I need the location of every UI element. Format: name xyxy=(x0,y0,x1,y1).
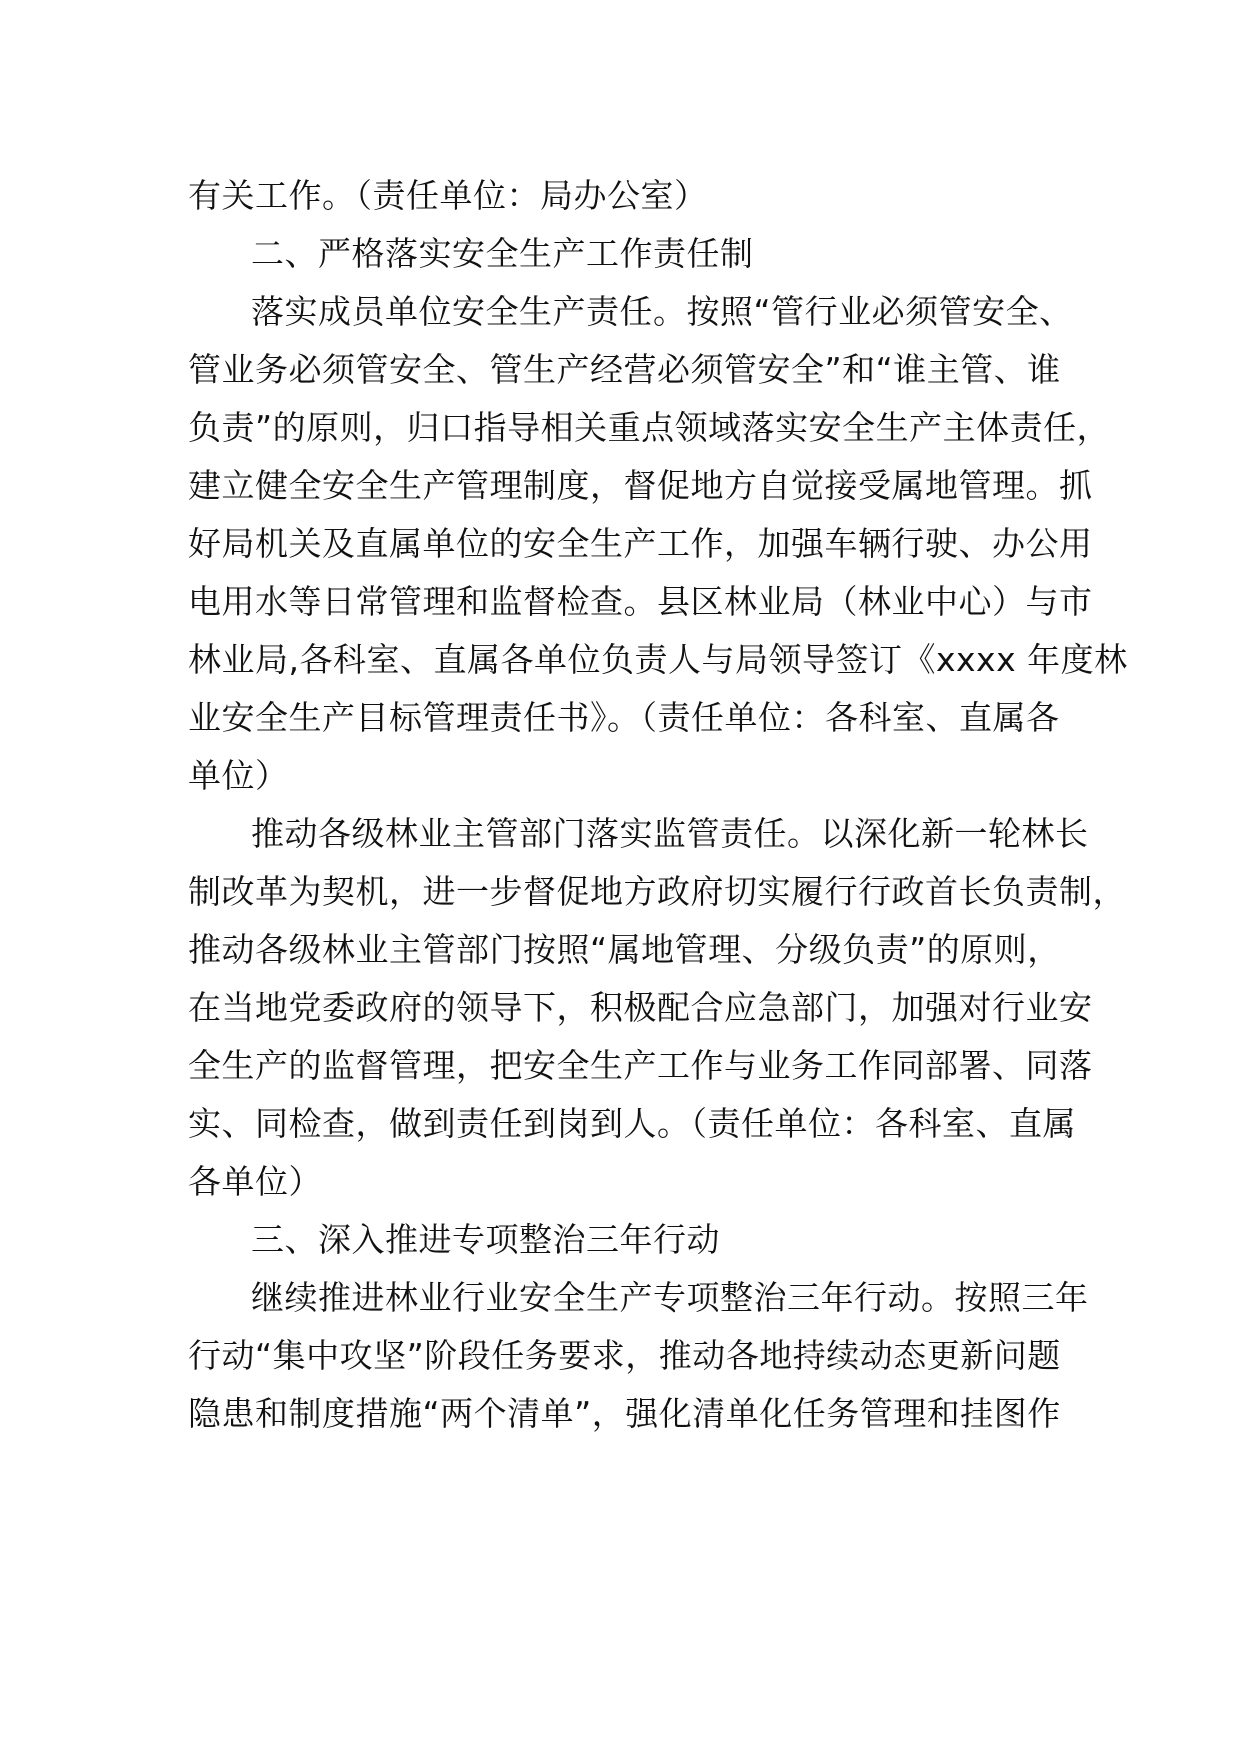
text-line: 负责”的原则，归口指导相关重点领域落实安全生产主体责任， xyxy=(188,408,1111,447)
text-line: 推动各级林业主管部门按照“属地管理、分级负责”的原则， xyxy=(188,930,1061,969)
text-line: 单位） xyxy=(188,756,289,795)
text-line: 有关工作。（责任单位：局办公室） xyxy=(188,176,708,215)
text-line: 全生产的监督管理，把安全生产工作与业务工作同部署、同落 xyxy=(188,1046,1093,1085)
text-line: 制改革为契机，进一步督促地方政府切实履行行政首长负责制， xyxy=(188,872,1126,911)
text-line: 业安全生产目标管理责任书》。（责任单位：各科室、直属各 xyxy=(188,698,1060,737)
text-line: 行动“集中攻坚”阶段任务要求，推动各地持续动态更新问题 xyxy=(188,1336,1061,1375)
text-line: 林业局,各科室、直属各单位负责人与局领导签订《xxxx 年度林 xyxy=(188,640,1128,679)
text-line: 实、同检查，做到责任到岗到人。（责任单位：各科室、直属 xyxy=(188,1104,1076,1143)
section-heading-2: 二、严格落实安全生产工作责任制 xyxy=(251,234,754,273)
text-line: 电用水等日常管理和监督检查。县区林业局（林业中心）与市 xyxy=(188,582,1093,621)
text-line: 建立健全安全生产管理制度，督促地方自觉接受属地管理。抓 xyxy=(188,466,1093,505)
text-line: 推动各级林业主管部门落实监管责任。以深化新一轮林长 xyxy=(251,814,1089,853)
text-line: 落实成员单位安全生产责任。按照“管行业必须管安全、 xyxy=(251,292,1073,331)
text-line: 管业务必须管安全、管生产经营必须管安全”和“谁主管、谁 xyxy=(188,350,1061,389)
text-line: 好局机关及直属单位的安全生产工作，加强车辆行驶、办公用 xyxy=(188,524,1093,563)
text-line: 继续推进林业行业安全生产专项整治三年行动。按照三年 xyxy=(251,1278,1089,1317)
section-heading-3: 三、深入推进专项整治三年行动 xyxy=(251,1220,720,1259)
text-line: 隐患和制度措施“两个清单”，强化清单化任务管理和挂图作 xyxy=(188,1394,1061,1433)
text-line: 各单位） xyxy=(188,1162,322,1201)
text-line: 在当地党委政府的领导下，积极配合应急部门，加强对行业安 xyxy=(188,988,1093,1027)
